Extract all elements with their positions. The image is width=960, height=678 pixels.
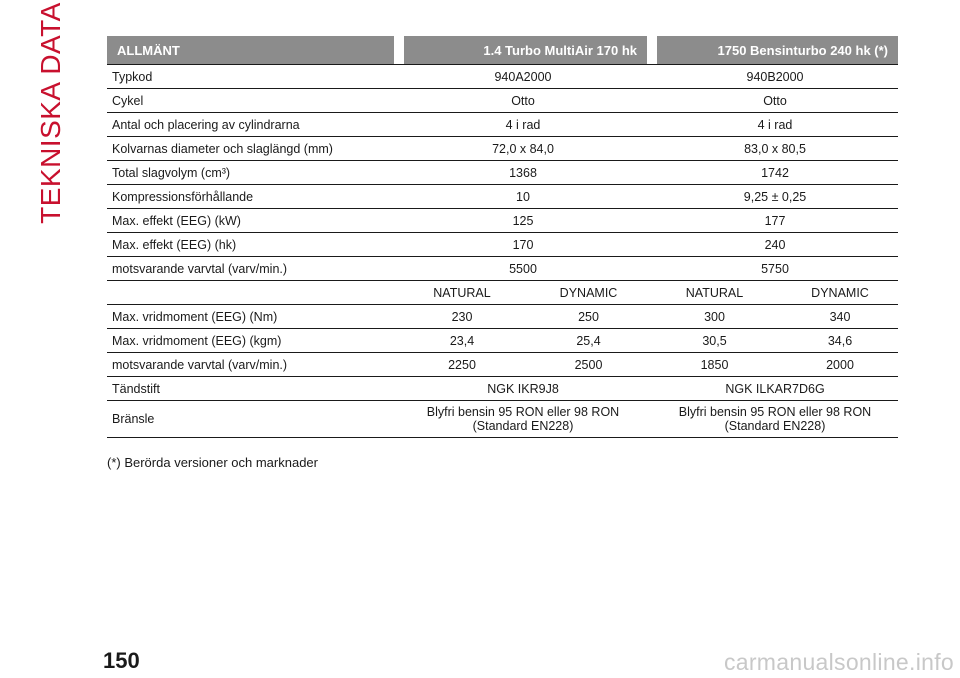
value-dynamic-engine2: 340	[777, 305, 898, 329]
table-row	[107, 329, 898, 353]
fuel-standard: (Standard EN228)	[724, 419, 826, 433]
table-row	[107, 257, 898, 281]
row-label: Max. vridmoment (EEG) (Nm)	[107, 305, 394, 329]
table-row	[107, 113, 898, 137]
row-label: Total slagvolym (cm³)	[107, 161, 394, 185]
header-gap	[647, 36, 657, 65]
mode-label: DYNAMIC	[525, 281, 647, 305]
value-engine2: 83,0 x 80,5	[647, 137, 898, 161]
fuel-standard: (Standard EN228)	[472, 419, 574, 433]
value-engine1: 4 i rad	[394, 113, 647, 137]
section-title-text: TEKNISKA DATA	[35, 2, 66, 224]
mode-label: DYNAMIC	[777, 281, 898, 305]
value-engine1: 940A2000	[394, 65, 647, 89]
row-label: Kolvarnas diameter och slaglängd (mm)	[107, 137, 394, 161]
table-row	[107, 353, 898, 377]
value-engine2: 940B2000	[647, 65, 898, 89]
value-dynamic-engine1: 25,4	[525, 329, 647, 353]
table-row	[107, 185, 898, 209]
value-engine2: 1742	[647, 161, 898, 185]
fuel-line: Blyfri bensin 95 RON eller 98 RON	[678, 405, 872, 419]
table-row	[107, 377, 898, 401]
row-label: Max. effekt (EEG) (hk)	[107, 233, 394, 257]
header-engine2-label: 1750 Bensinturbo 240 hk	[717, 42, 871, 58]
mode-header-row	[107, 281, 898, 305]
row-label: Kompressionsförhållande	[107, 185, 394, 209]
row-label: Cykel	[107, 89, 394, 113]
header-engine2-marker: (*)	[874, 42, 889, 58]
mode-label: NATURAL	[394, 281, 525, 305]
header-gap	[394, 36, 404, 65]
value-engine2: 177	[647, 209, 898, 233]
table-header-row	[107, 36, 898, 65]
value-dynamic-engine1: 2500	[525, 353, 647, 377]
value-engine1: 125	[394, 209, 647, 233]
value-natural-engine2: 300	[647, 305, 777, 329]
mode-label: NATURAL	[647, 281, 777, 305]
header-engine2	[657, 36, 898, 65]
value-engine2: 240	[647, 233, 898, 257]
engine-specs-table	[107, 36, 898, 438]
fuel-line: Blyfri bensin 95 RON eller 98 RON	[426, 405, 620, 419]
value-engine1: 170	[394, 233, 647, 257]
value-engine2	[647, 401, 898, 438]
value-engine1: NGK IKR9J8	[394, 377, 647, 401]
section-side-title	[22, 2, 80, 224]
value-dynamic-engine1: 250	[525, 305, 647, 329]
row-label: Typkod	[107, 65, 394, 89]
value-natural-engine1: 230	[394, 305, 525, 329]
row-label: Antal och placering av cylindrarna	[107, 113, 394, 137]
value-engine2: Otto	[647, 89, 898, 113]
row-label: Tändstift	[107, 377, 394, 401]
row-label: Bränsle	[107, 401, 394, 438]
value-natural-engine1: 2250	[394, 353, 525, 377]
value-natural-engine1: 23,4	[394, 329, 525, 353]
row-label: motsvarande varvtal (varv/min.)	[107, 257, 394, 281]
table-row	[107, 305, 898, 329]
table-row	[107, 233, 898, 257]
watermark: carmanualsonline.info	[723, 649, 954, 675]
table-row	[107, 401, 898, 438]
table-row	[107, 65, 898, 89]
header-engine1: 1.4 Turbo MultiAir 170 hk	[404, 36, 647, 65]
value-natural-engine2: 1850	[647, 353, 777, 377]
value-dynamic-engine2: 34,6	[777, 329, 898, 353]
value-engine2: 9,25 ± 0,25	[647, 185, 898, 209]
value-natural-engine2: 30,5	[647, 329, 777, 353]
value-engine1: 5500	[394, 257, 647, 281]
table-row	[107, 89, 898, 113]
value-engine2: 5750	[647, 257, 898, 281]
row-label-empty	[107, 281, 394, 305]
row-label: Max. vridmoment (EEG) (kgm)	[107, 329, 394, 353]
header-general: ALLMÄNT	[107, 36, 394, 65]
table-row	[107, 161, 898, 185]
value-engine1: 10	[394, 185, 647, 209]
value-engine1: Otto	[394, 89, 647, 113]
page-number: 150	[103, 648, 140, 673]
value-engine1	[394, 401, 647, 438]
row-label: motsvarande varvtal (varv/min.)	[107, 353, 394, 377]
footnote: (*) Berörda versioner och marknader	[107, 455, 318, 470]
value-dynamic-engine2: 2000	[777, 353, 898, 377]
value-engine2: NGK ILKAR7D6G	[647, 377, 898, 401]
value-engine1: 72,0 x 84,0	[394, 137, 647, 161]
value-engine1: 1368	[394, 161, 647, 185]
value-engine2: 4 i rad	[647, 113, 898, 137]
row-label: Max. effekt (EEG) (kW)	[107, 209, 394, 233]
table-row	[107, 137, 898, 161]
table-row	[107, 209, 898, 233]
